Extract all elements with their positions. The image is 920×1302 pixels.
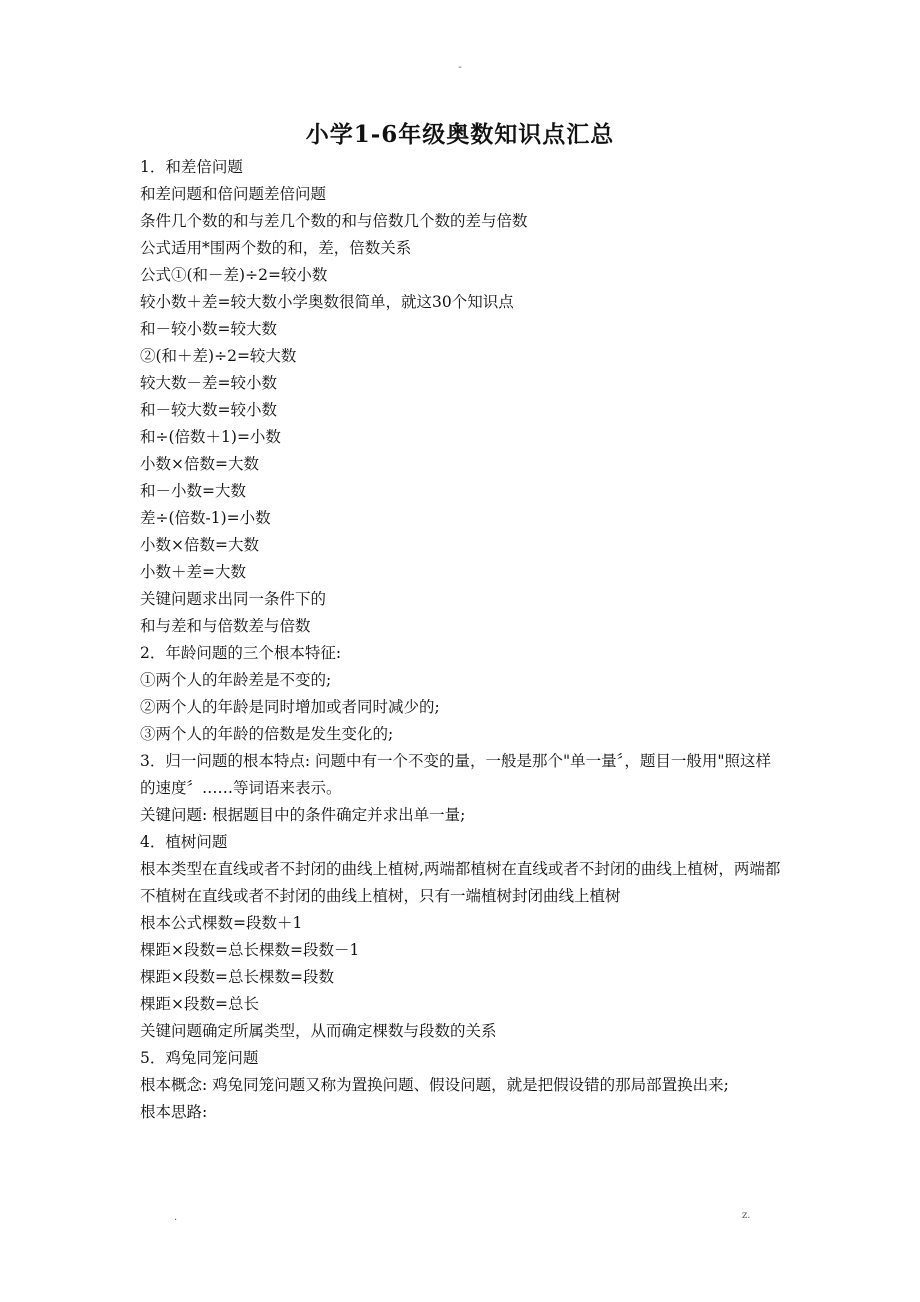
text-line: ③两个人的年龄的倍数是发生变化的; [140,725,394,743]
text-line: 5．鸡兔同笼问题 [140,1049,259,1067]
text-line: 条件几个数的和与差几个数的和与倍数几个数的差与倍数 [140,212,528,230]
text-line: 根本概念: 鸡兔同笼问题又称为置换问题、假设问题，就是把假设错的那局部置换出来; [140,1076,729,1094]
text-line: 棵距×段数=总长棵数=段数 [140,968,334,986]
text-line: 和－较小数=较大数 [140,320,277,338]
text-line: 4．植树问题 [140,833,228,851]
text-line: 小数×倍数=大数 [140,536,259,554]
document-body [140,154,784,1126]
text-line: 和与差和与倍数差与倍数 [140,617,311,635]
text-line: 和－较大数=较小数 [140,401,277,419]
text-line: 关键问题确定所属类型，从而确定棵数与段数的关系 [140,1022,497,1040]
text-line: 根本思路: [140,1103,208,1121]
text-line: ①两个人的年龄差是不变的; [140,671,332,689]
text-line: 和差问题和倍问题差倍问题 [140,185,327,203]
text-line: 根本类型在直线或者不封闭的曲线上植树,两端都植树在直线或者不封闭的曲线上植树，两端都不植树在直线或者不封闭的曲线上植树，只有一端植树封闭曲线上植树 [140,860,781,905]
text-line: 公式①(和－差)÷2=较小数 [140,266,328,284]
page-title: 小学1-6年级奥数知识点汇总 [305,121,615,148]
text-line: 关键问题: 根据题目中的条件确定并求出单一量; [140,806,466,824]
header-mark: - [458,62,462,73]
text-line: 较小数＋差=较大数小学奥数很简单，就这30个知识点 [140,293,514,311]
text-line: 棵距×段数=总长棵数=段数－1 [140,941,360,959]
text-line: 2．年龄问题的三个根本特征: [140,644,342,662]
text-line: 公式适用*围两个数的和，差，倍数关系 [140,239,412,257]
text-line: 根本公式棵数=段数＋1 [140,914,303,932]
text-line: 3．归一问题的根本特点: 问题中有一个不变的量，一般是那个"单一量〞，题目一般用"照这样的速度〞……等词语来表示。 [140,752,772,797]
text-line: 和－小数=大数 [140,482,246,500]
text-line: 1．和差倍问题 [140,158,243,176]
text-line: 和÷(倍数＋1)=小数 [140,428,281,446]
text-line: 棵距×段数=总长 [140,995,259,1013]
text-line: 小数＋差=大数 [140,563,246,581]
text-line: 较大数－差=较小数 [140,374,277,392]
text-line: 差÷(倍数-1)=小数 [140,509,271,527]
footer-left-mark: . [174,1212,178,1223]
text-line: ②两个人的年龄是同时增加或者同时减少的; [140,698,440,716]
text-line: ②(和＋差)÷2=较大数 [140,347,297,365]
footer-right-mark: z. [742,1210,751,1221]
text-line: 关键问题求出同一条件下的 [140,590,327,608]
text-line: 小数×倍数=大数 [140,455,259,473]
